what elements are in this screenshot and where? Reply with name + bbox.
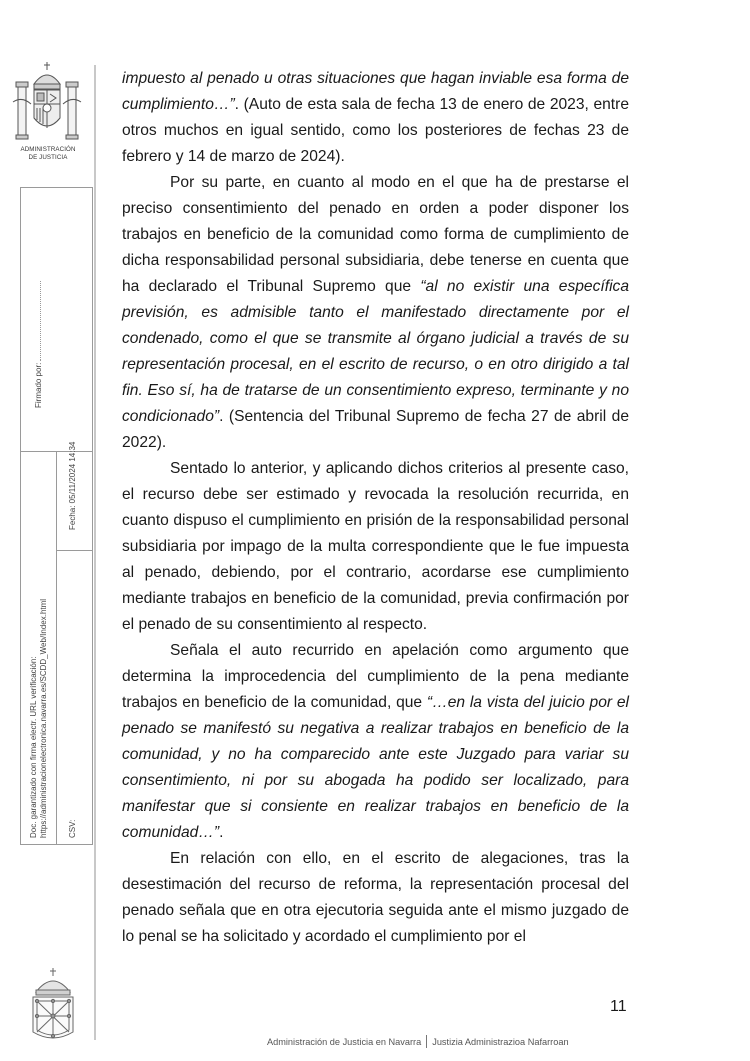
footer-separator [426, 1035, 427, 1048]
logo-caption [8, 146, 88, 162]
paragraph [122, 66, 629, 170]
quoted-text: impuesto al penado u otras situaciones que hagan inviable esa forma de cumplimiento…” [122, 70, 629, 113]
quoted-text: “al no existir una específica previsión, es admisible tanto el manifestado directamente por el condenado, como el que se transmite al órgano judicial a través de su representación procesal, en el escrito de recurso, o en otro dirigido a tal fin. Eso sí, ha de tratarse de un consentimiento expreso, terminante y no condicionado” [122, 278, 630, 425]
csv-label: CSV: [68, 819, 77, 838]
paragraph [122, 638, 629, 846]
text-segment: . (Sentencia del Tribunal Supremo de fecha 27 de abril de 2022). [122, 408, 629, 451]
page-number: 11 [610, 998, 627, 1015]
text-segment: Por su parte, en cuanto al modo en el que ha de prestarse el preciso consentimiento del penado en orden a poder disponer los trabajos en beneficio de la comunidad como forma de cumplimiento de dicha responsabilidad personal subsidiaria, debe tenerse en cuenta que ha declarado el Tribunal Supremo que [122, 174, 629, 295]
spain-coat-of-arms-icon [10, 58, 84, 146]
navarra-coat-of-arms-icon [28, 966, 78, 1044]
text-segment: En relación con ello, en el escrito de alegaciones, tras la desestimación del recurso de reforma, la representación procesal del penado señala que en otra ejecutoria seguida ante el mismo juzgado de lo penal se ha solicitado y acordado el cumplimiento por el [122, 850, 629, 945]
signed-by-field [33, 281, 44, 408]
footer-right: Justizia Administrazioa Nafarroan [432, 1037, 569, 1047]
logo-caption-line2: DE JUSTICIA [28, 154, 68, 161]
margin-rule [94, 65, 96, 1040]
document-body [122, 66, 629, 950]
signature-date: Fecha: 05/11/2024 14:34 [68, 441, 77, 530]
verification-line1: Doc. garantizado con firma electr. URL verificación: [29, 656, 38, 838]
signed-by-label: Firmado por: [34, 362, 43, 408]
text-segment: . (Auto de esta sala de fecha 13 de enero de 2023, entre otros muchos en igual sentido, como los posteriores de fechas 23 de febrero y 14 de marzo de 2024). [122, 96, 629, 165]
footer-left: Administración de Justicia en Navarra [267, 1037, 422, 1047]
text-segment: Sentado lo anterior, y aplicando dichos criterios al presente caso, el recurso debe ser estimado y revocada la resolución recurrida, en cuanto dispuso el cumplimiento en prisión de la responsabilidad personal subsidiaria por impago de la multa correspondiente que le fue impuesta al penado, debiendo, por el contrario, acordarse ese cumplimiento mediante trabajos en beneficio de la comunidad, previa confirmación por el penado de su consentimiento al respecto. [122, 460, 629, 633]
signature-box-divider [56, 451, 57, 845]
paragraph [122, 456, 629, 638]
paragraph [122, 846, 629, 950]
text-segment: Señala el auto recurrido en apelación como argumento que determina la improcedencia del cumplimiento de la pena mediante trabajos en beneficio de la comunidad, que [122, 642, 629, 711]
footer [267, 1035, 569, 1048]
verification-url[interactable]: https://administracionelectronica.navarra.es/SCDD_Web/Index.html [38, 598, 48, 838]
text-segment: . [219, 824, 224, 841]
signature-box-divider [56, 550, 92, 551]
verification-text [29, 599, 48, 838]
quoted-text: “…en la vista del juicio por el penado se manifestó su negativa a realizar trabajos en beneficio de la comunidad, y no ha comparecido ante este Juzgado para variar su consentimiento, ni por su abogada ha podido ser localizado, para manifestar que si consiente en realizar trabajos en beneficio de la comunidad…” [122, 694, 629, 841]
logo-caption-line1: ADMINISTRACIÓN [20, 146, 76, 153]
paragraph [122, 170, 629, 456]
signed-by-dotted-line [33, 281, 41, 361]
